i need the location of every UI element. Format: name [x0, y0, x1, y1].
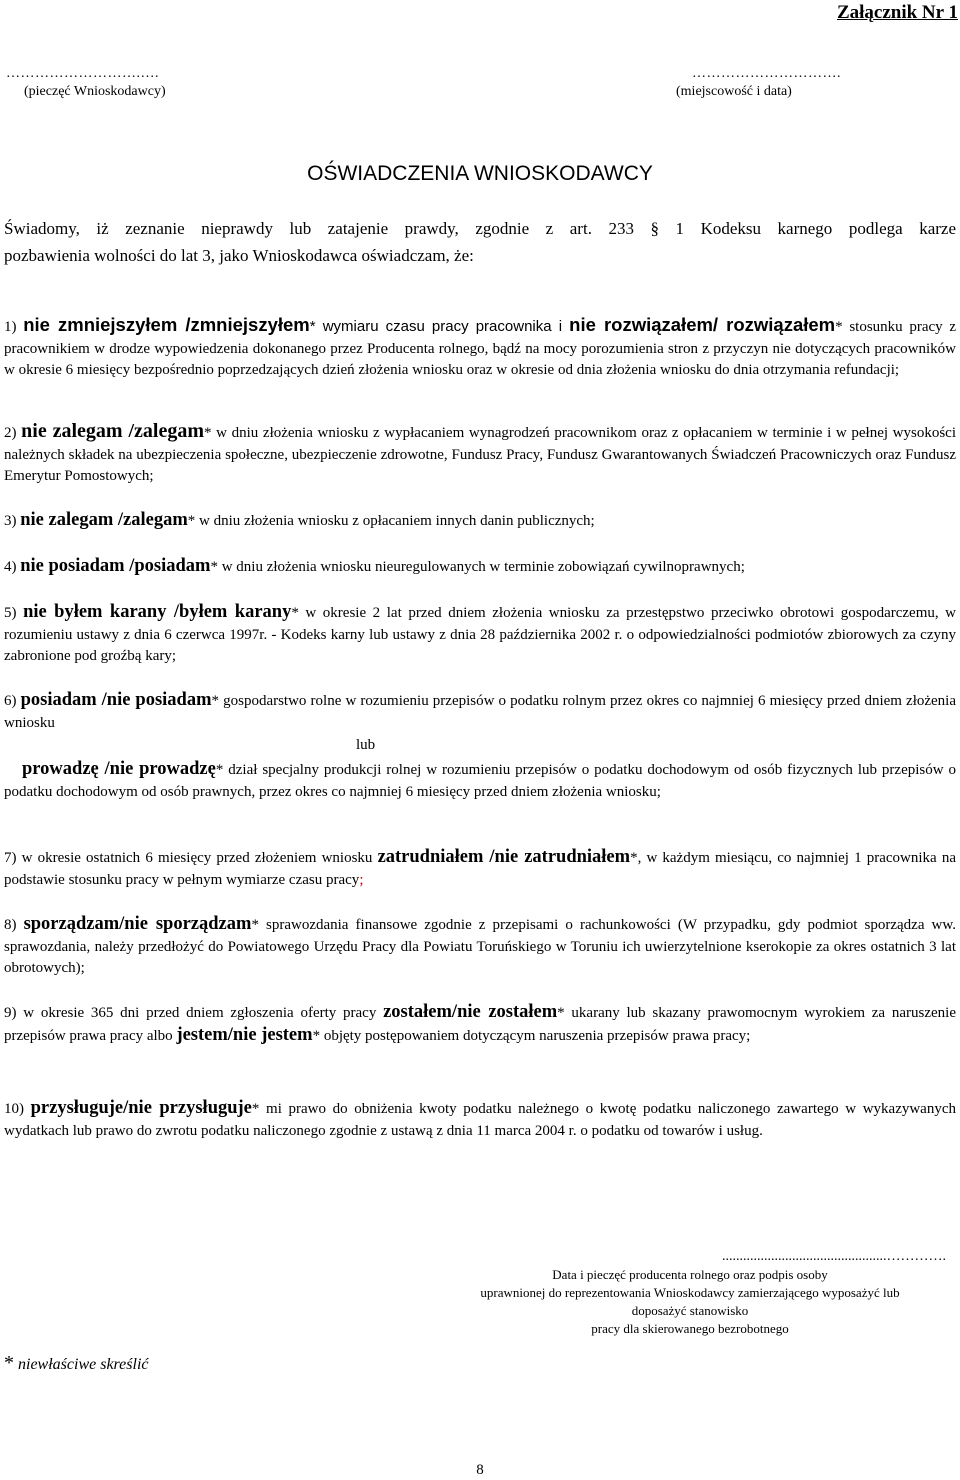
statement-number: 10) — [4, 1101, 31, 1117]
statement-number: 7) — [4, 850, 22, 866]
statement-number: 1) — [4, 319, 24, 335]
statement-text: * mi prawo do obniżenia kwoty podatku należnego o kwotę podatku naliczonego zawartego w wykazywanych wydatkach lub prawo do zwrotu podatku naliczonego zgodnie z ustawą z dnia 11 marca 2004 r. o podatku od towarów i usług. — [4, 1101, 957, 1139]
statement-choice-2: prowadzę /nie prowadzę — [22, 759, 216, 779]
statement-text-2: * objęty postępowaniem dotyczącym naruszenia przepisów prawa pracy; — [312, 1027, 751, 1044]
statement-choice: sporządzam/nie sporządzam — [23, 914, 252, 934]
statement-7 — [4, 847, 956, 891]
signature-caption-1: Data i pieczęć producenta rolnego oraz podpis osoby — [552, 1267, 828, 1282]
statement-3 — [4, 510, 956, 533]
intro-paragraph — [4, 215, 956, 269]
statement-choice: nie zmniejszyłem /zmniejszyłem — [23, 314, 310, 335]
statement-5 — [4, 602, 956, 668]
signature-caption-4: pracy dla skierowanego bezrobotnego — [591, 1321, 789, 1336]
statement-number: 9) — [4, 1005, 24, 1021]
statement-text-red: ; — [359, 871, 364, 888]
statement-choice: zatrudniałem /nie zatrudniałem — [377, 847, 631, 867]
page-title: OŚWIADCZENIA WNIOSKODAWCY — [307, 162, 653, 185]
statement-6-part-2 — [4, 759, 956, 803]
intro-line-2: pozbawienia wolności do lat 3, jako Wnioskodawca oświadczam, że: — [4, 246, 474, 265]
statement-choice-2: nie rozwiązałem/ rozwiązałem — [569, 314, 836, 335]
statement-choice: posiadam /nie posiadam — [20, 690, 212, 710]
footnote-text: niewłaściwe skreślić — [14, 1356, 149, 1373]
statement-text-2: * stosunku pracy z pracownikiem w drodze wypowiedzenia dokonanego przez Producenta rolnego, bądź na mocy porozumienia stron z przyczyn nie dotyczących pracowników w okresie 6 miesięcy bezpośrednio poprzedzających dzień złożenia wniosku oraz w okresie od dnia złożenia wniosku do dnia otrzymania refundacji; — [4, 319, 957, 378]
signature-dots: ...............................................…………. — [722, 1249, 946, 1264]
footnote-star: * — [4, 1352, 14, 1374]
statement-text: *, w każdym miesiącu, co najmniej 1 pracownika na podstawie stosunku pracy w pełnym wymiarze czasu pracy — [4, 850, 956, 888]
statement-number: 8) — [4, 917, 24, 933]
place-date-caption: (miejscowość i data) — [676, 84, 792, 99]
statement-text: * w okresie 2 lat przed dniem złożenia wniosku za przestępstwo przeciwko obrotowi gospodarczemu, w rozumieniu ustawy z dnia 6 czerwca 1997r. - Kodeks karny lub ustawy z dnia 28 października 2002 r. o odpowiedzialności podmiotów zbiorowych za czyny zabronione pod groźbą kary; — [4, 605, 957, 664]
annex-label: Załącznik Nr 1 — [836, 2, 958, 23]
statement-number: 6) — [4, 693, 21, 709]
statement-text: * ukarany lub skazany prawomocnym wyrokiem za naruszenie przepisów prawa pracy albo — [4, 1005, 956, 1044]
stamp-dots: ……………………….…. — [6, 66, 159, 81]
signature-caption-3: doposażyć stanowisko — [631, 1303, 749, 1318]
statement-10 — [4, 1098, 956, 1142]
page-number: 8 — [476, 1462, 484, 1478]
statement-text: * sprawozdania finansowe zgodnie z przepisami o rachunkowości (W przypadku, gdy podmiot sporządza ww. sprawozdania, należy przedłożyć do Powiatowego Urzędu Pracy dla Powiatu Toruńskiego w Toruniu ich uwierzytelnione kserokopie za okres ostatnich 3 lat obrotowych); — [4, 917, 956, 976]
statement-choice: nie zalegam /zalegam — [20, 510, 188, 530]
statement-6 — [4, 690, 956, 734]
statement-number: 3) — [4, 513, 21, 529]
statement-number: 5) — [4, 605, 24, 621]
statement-text: * w dniu złożenia wniosku z wypłacaniem wynagrodzeń pracownikom oraz z opłacaniem w terminie i w pełnej wysokości należnych składek na ubezpieczenia społeczne, ubezpieczenie zdrowotne, Fundusz Pracy, Fundusz Gwarantowanych Świadczeń Pracowniczych oraz Fundusz Emerytur Pomostowych; — [4, 425, 956, 484]
signature-block — [420, 1248, 960, 1338]
place-date-dots: …………………………. — [692, 66, 841, 81]
statement-1 — [4, 314, 956, 382]
statement-choice: przysługuje/nie przysługuje — [30, 1098, 252, 1118]
statement-text-lead: w okresie ostatnich 6 miesięcy przed złożeniem wniosku — [21, 850, 378, 866]
statement-text: * w dniu złożenia wniosku nieuregulowanych w terminie zobowiązań cywilnoprawnych; — [210, 559, 745, 575]
statement-9 — [4, 1002, 956, 1047]
statement-choice: nie byłem karany /byłem karany — [23, 602, 292, 622]
statement-choice: nie zalegam /zalegam — [21, 420, 204, 442]
statement-text-2: * dział specjalny produkcji rolnej w rozumieniu przepisów o podatku dochodowym od osób fizycznych lub przepisów o podatku dochodowym od osób prawnych, przez okres co najmniej 6 miesięcy przed dniem złożenia wniosku; — [4, 762, 956, 800]
statement-choice: zostałem/nie zostałem — [383, 1002, 558, 1022]
statement-6-or: lub — [356, 737, 376, 753]
statement-text: * wymiaru czasu pracy pracownika i — [309, 318, 570, 335]
statement-4 — [4, 556, 956, 579]
statement-choice: nie posiadam /posiadam — [20, 556, 211, 576]
statement-text: * gospodarstwo rolne w rozumieniu przepisów o podatku rolnym przez okres co najmniej 6 miesięcy przed dniem złożenia wniosku — [4, 693, 957, 731]
statement-text-lead: w okresie 365 dni przed dniem zgłoszenia oferty pracy — [23, 1005, 384, 1021]
stamp-caption: (pieczęć Wnioskodawcy) — [24, 84, 166, 99]
statement-8 — [4, 914, 956, 980]
statement-choice-2: jestem/nie jestem — [176, 1024, 313, 1045]
statement-2 — [4, 421, 956, 488]
signature-caption-2: uprawnionej do reprezentowania Wnioskodawcy zamierzającego wyposażyć lub — [480, 1285, 900, 1300]
statement-number: 2) — [4, 425, 22, 441]
intro-line-1: Świadomy, iż zeznanie nieprawdy lub zatajenie prawdy, zgodnie z art. 233 § 1 Kodeksu karnego podlega karze — [4, 219, 956, 238]
statement-number: 4) — [4, 559, 21, 575]
statement-text: * w dniu złożenia wniosku z opłacaniem innych danin publicznych; — [187, 513, 595, 529]
footnote — [4, 1352, 149, 1375]
